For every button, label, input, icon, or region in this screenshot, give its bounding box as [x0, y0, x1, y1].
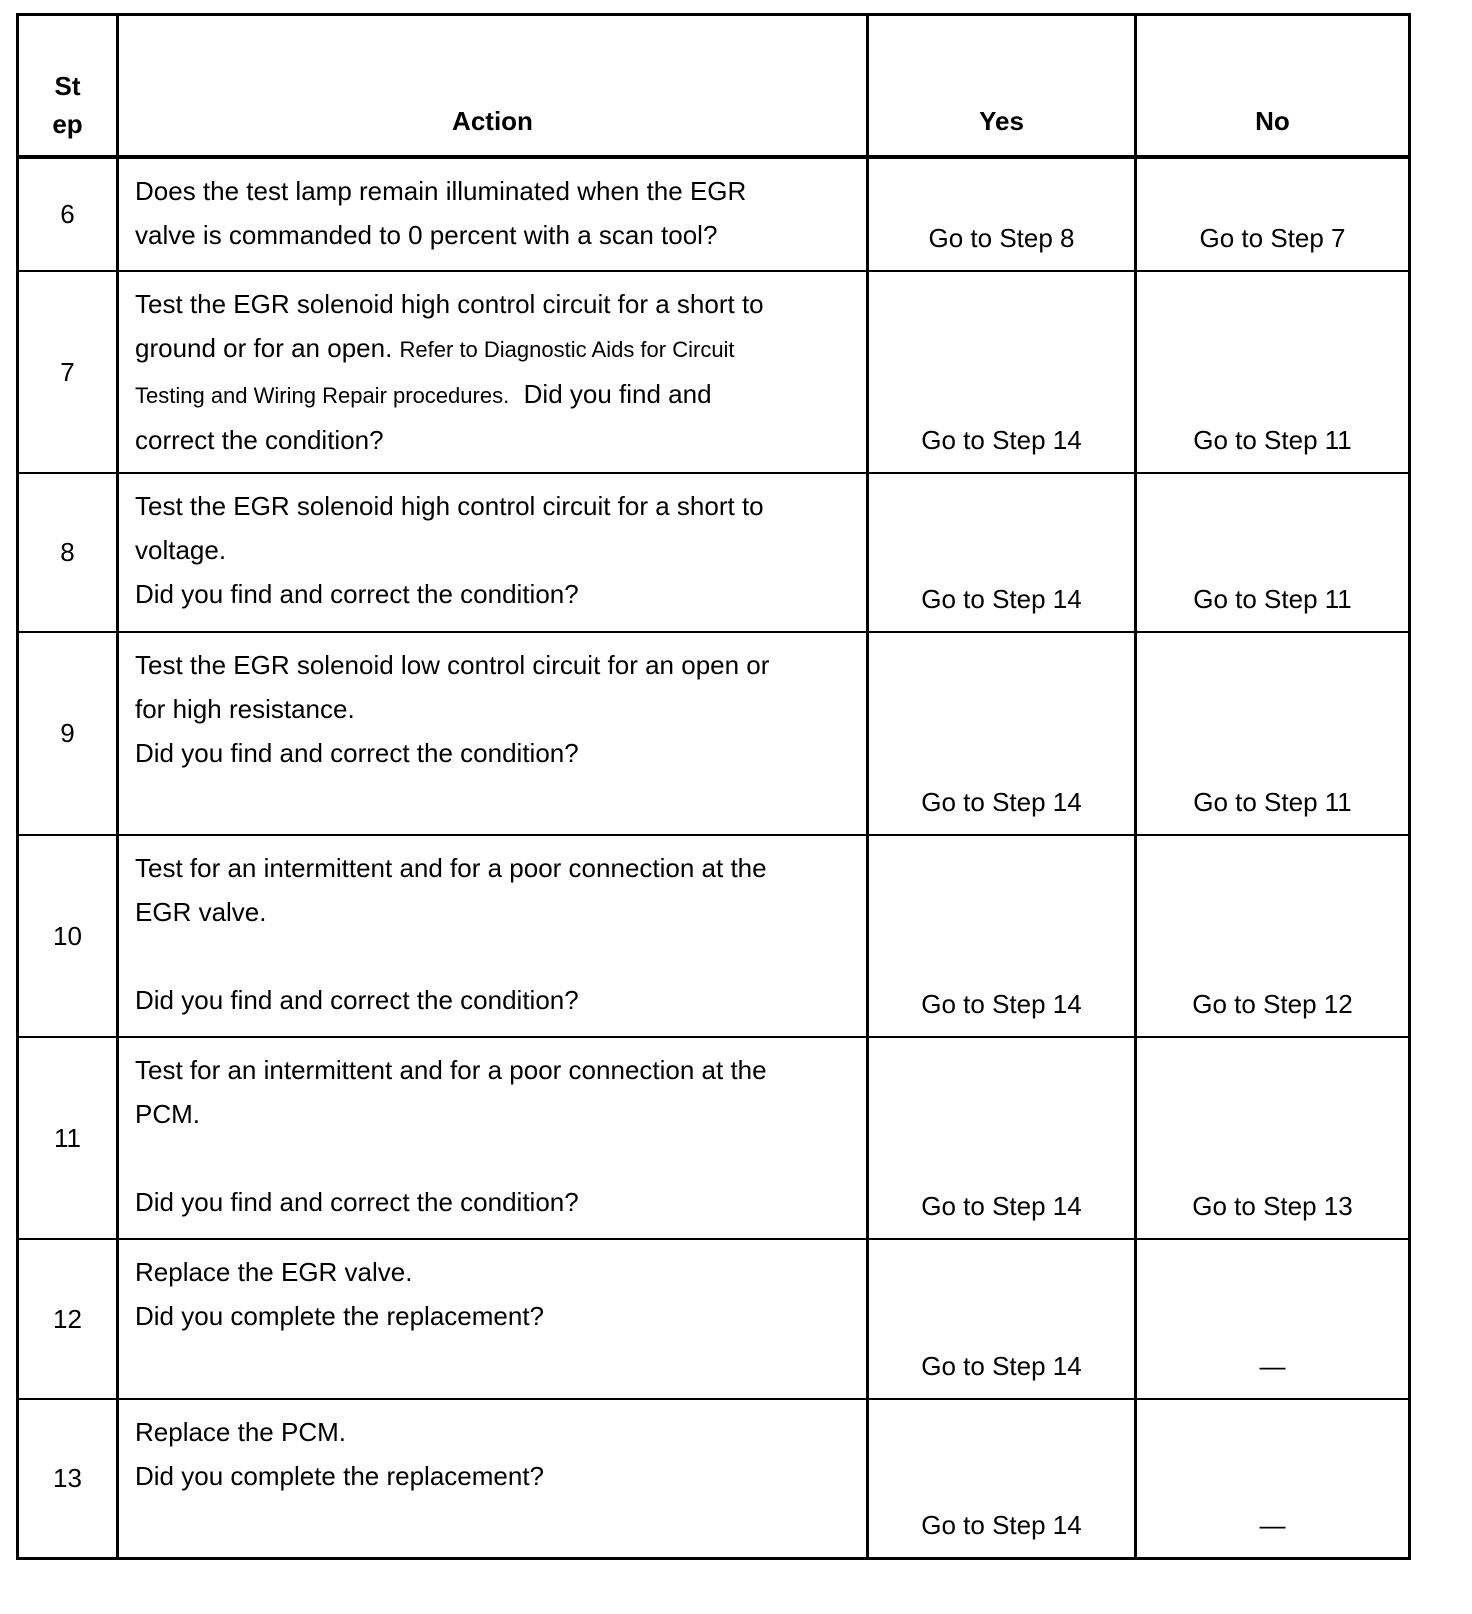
- action-fragment: ground or for an open.: [135, 332, 393, 363]
- table-row: [18, 271, 1410, 473]
- action-line: Test for an intermittent and for a poor connection at the: [135, 852, 767, 883]
- action-text: [118, 473, 868, 632]
- action-line: Test the EGR solenoid low control circuit for an open or: [135, 649, 770, 680]
- action-line: valve is commanded to 0 percent with a scan tool?: [135, 219, 718, 250]
- no-result: —: [1136, 1239, 1410, 1399]
- yes-result: Go to Step 8: [868, 157, 1136, 271]
- table-row: [18, 473, 1410, 632]
- action-text: [118, 835, 868, 1037]
- action-text: [118, 1399, 868, 1559]
- no-result: Go to Step 7: [1136, 157, 1410, 271]
- action-line: Did you complete the replacement?: [135, 1460, 545, 1491]
- action-text: [118, 1037, 868, 1239]
- no-result: Go to Step 13: [1136, 1037, 1410, 1239]
- step-number: 12: [18, 1239, 118, 1399]
- no-result: Go to Step 11: [1136, 632, 1410, 835]
- action-line: [135, 326, 852, 372]
- action-line: for high resistance.: [135, 693, 355, 724]
- header-step-line1: St: [54, 70, 81, 101]
- action-line: correct the condition?: [135, 424, 384, 455]
- header-action: Action: [118, 15, 868, 157]
- yes-result: Go to Step 14: [868, 271, 1136, 473]
- action-line: Does the test lamp remain illuminated when the EGR: [135, 175, 747, 206]
- step-number: 10: [18, 835, 118, 1037]
- action-fragment-small: Refer to Diagnostic Aids for Circuit: [399, 336, 735, 362]
- no-result: —: [1136, 1399, 1410, 1559]
- yes-result: Go to Step 14: [868, 473, 1136, 632]
- table-row: [18, 1037, 1410, 1239]
- step-number: 9: [18, 632, 118, 835]
- action-line: Did you find and correct the condition?: [135, 737, 579, 768]
- header-row: [18, 15, 1410, 157]
- action-line: EGR valve.: [135, 896, 267, 927]
- step-number: 13: [18, 1399, 118, 1559]
- action-line: Test for an intermittent and for a poor connection at the: [135, 1054, 767, 1085]
- action-text: [118, 157, 868, 271]
- action-line: PCM.: [135, 1098, 200, 1129]
- yes-result: Go to Step 14: [868, 835, 1136, 1037]
- table-row: [18, 1399, 1410, 1559]
- no-result: Go to Step 11: [1136, 473, 1410, 632]
- table-row: [18, 157, 1410, 271]
- step-number: 6: [18, 157, 118, 271]
- action-line: Test the EGR solenoid high control circuit for a short to: [135, 288, 764, 319]
- action-text: [118, 1239, 868, 1399]
- action-line: Did you find and correct the condition?: [135, 578, 579, 609]
- yes-result: Go to Step 14: [868, 1037, 1136, 1239]
- yes-result: Go to Step 14: [868, 632, 1136, 835]
- yes-result: Go to Step 14: [868, 1399, 1136, 1559]
- step-number: 7: [18, 271, 118, 473]
- action-text: [118, 271, 868, 473]
- header-no: No: [1136, 15, 1410, 157]
- header-step-line2: ep: [52, 108, 83, 139]
- action-line: Did you find and correct the condition?: [135, 984, 579, 1015]
- yes-result: Go to Step 14: [868, 1239, 1136, 1399]
- no-result: Go to Step 12: [1136, 835, 1410, 1037]
- header-step: [18, 15, 118, 157]
- table-row: [18, 835, 1410, 1037]
- action-line: Did you find and correct the condition?: [135, 1186, 579, 1217]
- step-number: 8: [18, 473, 118, 632]
- step-number: 11: [18, 1037, 118, 1239]
- header-yes: Yes: [868, 15, 1136, 157]
- action-line: Replace the EGR valve.: [135, 1256, 413, 1287]
- table-row: [18, 1239, 1410, 1399]
- action-fragment-small: Testing and Wiring Repair procedures.: [135, 382, 510, 408]
- action-fragment: Did you find and: [523, 378, 712, 409]
- no-result: Go to Step 11: [1136, 271, 1410, 473]
- table-row: [18, 632, 1410, 835]
- action-line: Replace the PCM.: [135, 1416, 346, 1447]
- action-line: Did you complete the replacement?: [135, 1300, 545, 1331]
- spacer: [135, 934, 852, 978]
- action-text: [118, 632, 868, 835]
- action-line: [135, 372, 852, 418]
- action-line: Test the EGR solenoid high control circuit for a short to: [135, 490, 764, 521]
- action-line: voltage.: [135, 534, 227, 565]
- spacer: [135, 1136, 852, 1180]
- diagnostic-table: [16, 13, 1411, 1560]
